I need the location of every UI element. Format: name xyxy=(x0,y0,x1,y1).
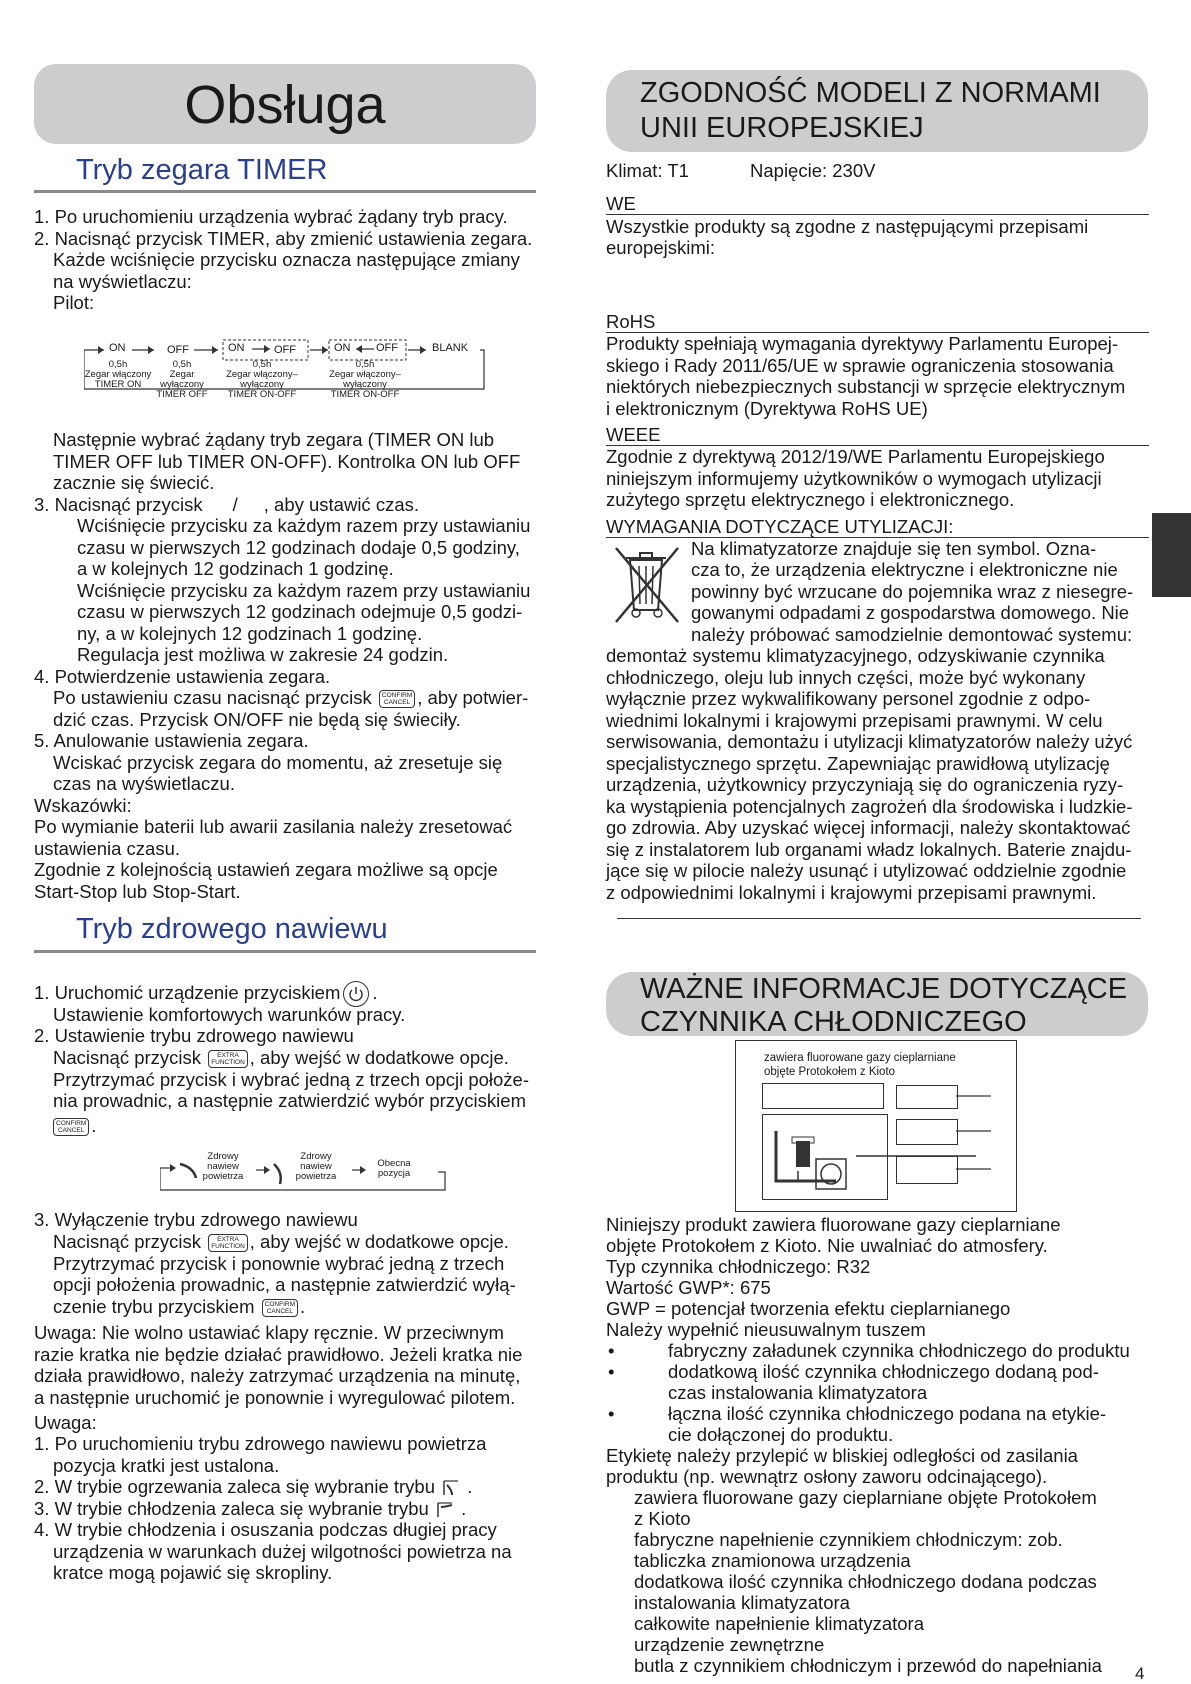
diagram-label-1 xyxy=(84,360,152,390)
health-step2-confirm xyxy=(53,1115,96,1137)
health-line: kratce mogą pojawić się skropliny. xyxy=(53,1562,333,1583)
eu-title xyxy=(640,76,1101,146)
health-line: 1. Po uruchomieniu trybu zdrowego nawiewu powietrza xyxy=(34,1433,487,1454)
step3-b: / xyxy=(232,494,238,515)
section-edge-tab xyxy=(1152,513,1191,597)
diagram-off-2: OFF xyxy=(274,344,296,356)
timer-line: ustawienia czasu. xyxy=(34,838,181,859)
diagram-label-2b: Zegar wyłączony xyxy=(160,369,204,390)
diagram-label-1b: Zegar włączony xyxy=(84,369,152,380)
timer-line: Każde wciśnięcie przycisku oznacza następujące zmiany xyxy=(53,249,520,270)
legend-item: urządzenie zewnętrzne xyxy=(634,1634,825,1655)
health-s2-b: , aby wejść w dodatkowe opcje. xyxy=(249,1047,509,1068)
disposal-text: urządzenia, użytkownicy przyczyniają się do ograniczenia ryzy- xyxy=(606,774,1124,795)
health-u2-b: . xyxy=(467,1476,473,1497)
disposal-text: jące się w pilocie należy usunąć i utylizować oddzielnie zgodnie xyxy=(606,860,1127,881)
timer-line: Zgodnie z kolejnością ustawień zegara możliwe są opcje xyxy=(34,859,498,880)
step4-b: , aby potwier- xyxy=(417,687,529,708)
diagram-off: OFF xyxy=(167,344,189,356)
bullet-icon: • xyxy=(608,1361,615,1382)
timer-title-rule xyxy=(34,190,536,193)
refrigerant-title-line-1: WAŻNE INFORMACJE DOTYCZĄCE xyxy=(640,973,1128,1005)
health-s3-f: . xyxy=(300,1296,306,1317)
ref-text: Niniejszy produkt zawiera fluorowane gazy cieplarniane xyxy=(606,1214,1061,1235)
bullet-icon: • xyxy=(608,1403,615,1424)
ref-text: produktu (np. wewnątrz osłony zaworu odcinającego). xyxy=(606,1466,1048,1487)
rohs-text: niektórych niebezpiecznych substancji w sprzęcie elektrycznym xyxy=(606,376,1126,397)
weee-text: niniejszym informujemy użytkowników o wymogach utylizacji xyxy=(606,468,1102,489)
health-line: 4. W trybie chłodzenia i osuszania podczas długiej pracy xyxy=(34,1519,497,1540)
disposal-side: powinny być wrzucane do pojemnika wraz z niesegre- xyxy=(691,581,1134,602)
bullet-text: czas instalowania klimatyzatora xyxy=(668,1382,928,1403)
weee-heading: WEEE xyxy=(606,424,661,445)
health-step3-confirm xyxy=(53,1296,305,1318)
legend-item: tabliczka znamionowa urządzenia xyxy=(634,1550,911,1571)
louver-horizontal-icon xyxy=(434,1501,456,1519)
napiecie: Napięcie: 230V xyxy=(750,160,876,181)
disposal-text: serwisowania, demontażu i utylizacji klimatyzatorów należy użyć xyxy=(606,731,1133,752)
diagram-on-3: ON xyxy=(334,342,351,354)
timer-line: 2. Nacisnąć przycisk TIMER, aby zmienić ustawienia zegara. xyxy=(34,228,533,249)
health-u3-b: . xyxy=(461,1498,467,1519)
health-note: Uwaga: Nie wolno ustawiać klapy ręcznie. W przeciwnym xyxy=(34,1322,504,1343)
diagram-label-4b: Zegar włączony–wyłączony xyxy=(329,369,401,390)
health-title-rule xyxy=(34,950,536,953)
disposal-text: się z instalatorem lub organami władz lokalnych. Baterie znajdu- xyxy=(606,839,1132,860)
timer-section-title: Tryb zegara TIMER xyxy=(76,154,328,186)
ref-text: Należy wypełnić nieusuwalnym tuszem xyxy=(606,1319,926,1340)
health-s2-e: . xyxy=(91,1115,97,1136)
louver-label-2: Zdrowy nawiew powietrza xyxy=(295,1151,337,1182)
refrigerant-title xyxy=(640,973,1127,1039)
diagram-label-1a: 0,5h xyxy=(108,359,128,370)
step3-a: 3. Nacisnąć przycisk xyxy=(34,494,203,515)
health-u3-a: 3. W trybie chłodzenia zaleca się wybranie trybu xyxy=(34,1498,429,1519)
disposal-side: gowanymi odpadami z gospodarstwa domowego. Nie xyxy=(691,602,1130,623)
timer-line: Pilot: xyxy=(53,292,95,313)
section-divider xyxy=(617,918,1141,919)
health-line: urządzenia w warunkach dużej wilgotności powietrza na xyxy=(53,1541,512,1562)
disposal-text: ka wystąpienia potencjalnych zagrożeń dla środowiska i ludzkie- xyxy=(606,796,1133,817)
diagram-label-3a: 0,5h xyxy=(252,359,272,370)
legend-item: z Kioto xyxy=(634,1508,691,1529)
health-line: nia prowadnic, a następnie zatwierdzić wybór przyciskiem xyxy=(53,1090,526,1111)
page-number: 4 xyxy=(1135,1664,1145,1683)
weee-text: zużytego sprzętu elektrycznego i elektronicznego. xyxy=(606,489,1015,510)
ref-text: Etykietę należy przylepić w bliskiej odległości od zasilania xyxy=(606,1445,1078,1466)
diagram-blank: BLANK xyxy=(432,342,469,354)
legend-item: dodatkowa ilość czynnika chłodniczego dodana podczas xyxy=(634,1571,1097,1592)
health-s3-e: czenie trybu przyciskiem xyxy=(53,1296,255,1317)
confirm-cancel-icon: CONFIRM CANCEL xyxy=(379,690,415,708)
health-line: Ustawienie komfortowych warunków pracy. xyxy=(53,1004,406,1025)
weee-text: Zgodnie z dyrektywą 2012/19/WE Parlamentu Europejskiego xyxy=(606,446,1105,467)
bullet-text: fabryczny załadunek czynnika chłodniczego do produktu xyxy=(668,1340,1130,1361)
health-step2-line xyxy=(53,1047,509,1069)
eu-title-line-1: ZGODNOŚĆ MODELI Z NORMAMI xyxy=(640,77,1101,109)
disposal-text: demontaż systemu klimatyzacyjnego, odzyskiwanie czynnika xyxy=(606,645,1105,666)
health-u3 xyxy=(34,1498,466,1520)
health-s3-b: , aby wejść w dodatkowe opcje. xyxy=(249,1231,509,1252)
timer-step3 xyxy=(34,494,419,516)
extra-function-icon: EXTRA FUNCTION xyxy=(208,1050,248,1068)
health-line: Przytrzymać przycisk i wybrać jedną z trzech opcji położe- xyxy=(53,1069,530,1090)
ref-text: objęte Protokołem z Kioto. Nie uwalniać do atmosfery. xyxy=(606,1235,1048,1256)
legend-item: instalowania klimatyzatora xyxy=(634,1592,850,1613)
disposal-text: z odpowiednimi lokalnymi i krajowymi przepisami prawnymi. xyxy=(606,882,1097,903)
louver-label-1: Zdrowy nawiew powietrza xyxy=(202,1151,244,1182)
main-title: Obsługa xyxy=(184,75,386,135)
health-line: Przytrzymać przycisk i ponownie wybrać jedną z trzech xyxy=(53,1253,505,1274)
timer-line: 5. Anulowanie ustawienia zegara. xyxy=(34,730,309,751)
diagram-on: ON xyxy=(109,342,126,354)
bullet-text: dodatkową ilość czynnika chłodniczego dodaną pod- xyxy=(668,1361,1099,1382)
health-u2 xyxy=(34,1476,472,1498)
timer-line: Start-Stop lub Stop-Start. xyxy=(34,881,241,902)
rohs-heading: RoHS xyxy=(606,311,656,332)
health-line: opcji położenia prowadnic, a następnie zatwierdzić wyłą- xyxy=(53,1274,516,1295)
refrigerant-title-line-2: CZYNNIKA CHŁODNICZEGO xyxy=(640,1006,1027,1038)
health-line: 2. Ustawienie trybu zdrowego nawiewu xyxy=(34,1025,354,1046)
diagram-on-off: ON xyxy=(228,342,245,354)
diagram-label-4c: TIMER ON-OFF xyxy=(330,389,400,400)
legend-item: butla z czynnikiem chłodniczym i przewód do napełniania xyxy=(634,1655,1102,1676)
timer-line: 1. Po uruchomieniu urządzenia wybrać żądany tryb pracy. xyxy=(34,206,508,227)
step3-c: , aby ustawić czas. xyxy=(263,494,420,515)
diagram-label-2 xyxy=(148,360,216,400)
disposal-text: wyłącznie przez wykwalifikowany personel zgodnie z odpo- xyxy=(606,688,1091,709)
rohs-text: i elektronicznym (Dyrektywa RoHS UE) xyxy=(606,398,928,419)
disposal-heading: WYMAGANIA DOTYCZĄCE UTYLIZACJI: xyxy=(606,516,954,537)
rohs-text: skiego i Rady 2011/65/UE w sprawie ograniczenia stosowania xyxy=(606,355,1114,376)
timer-line: Wskazówki: xyxy=(34,795,132,816)
diagram-label-3c: TIMER ON-OFF xyxy=(227,389,297,400)
health-line: pozycja kratki jest ustalona. xyxy=(53,1455,280,1476)
ref-text: Wartość GWP*: 675 xyxy=(606,1277,771,1298)
ref-text: Typ czynnika chłodniczego: R32 xyxy=(606,1256,871,1277)
disposal-text: wiednimi lokalnymi i krajowymi przepisami prawnymi. W celu xyxy=(606,710,1103,731)
label-text-2: objęte Protokołem z Kioto xyxy=(764,1066,896,1078)
health-s2-a: Nacisnąć przycisk xyxy=(53,1047,202,1068)
label-text-1: zawiera fluorowane gazy cieplarniane xyxy=(764,1052,956,1064)
health-note: razie kratka nie będzie działać prawidłowo. Jeżeli kratka nie xyxy=(34,1344,523,1365)
eu-title-line-2: UNII EUROPEJSKIEJ xyxy=(640,112,924,144)
diagram-off-3: OFF xyxy=(376,342,398,354)
we-heading: WE xyxy=(606,193,636,214)
louver-down-icon xyxy=(440,1479,462,1497)
disposal-text: chłodniczego, oleju lub innych części, może być wykonany xyxy=(606,667,1086,688)
timer-line: Po wymianie baterii lub awarii zasilania należy zresetować xyxy=(34,816,513,837)
timer-line: Regulacja jest możliwa w zakresie 24 godzin. xyxy=(77,644,449,665)
timer-line: Wciśnięcie przycisku za każdym razem przy ustawianiu xyxy=(77,580,531,601)
timer-line: Następnie wybrać żądany tryb zegara (TIMER ON lub xyxy=(53,429,495,450)
rohs-text: Produkty spełniają wymagania dyrektywy Parlamentu Europej- xyxy=(606,333,1119,354)
bullet-text: łączna ilość czynnika chłodniczego podana na etykie- xyxy=(668,1403,1107,1424)
disposal-side: Na klimatyzatorze znajduje się ten symbol. Ozna- xyxy=(691,538,1097,559)
timer-line: zacznie się świecić. xyxy=(53,472,215,493)
health-note: działa prawidłowo, należy zatrzymać urządzenia na minutę, xyxy=(34,1365,521,1386)
bullet-text: cie dołączonej do produktu. xyxy=(668,1424,894,1445)
legend-item: fabryczne napełnienie czynnikiem chłodniczym: zob. xyxy=(634,1529,1063,1550)
klimat: Klimat: T1 xyxy=(606,160,689,181)
timer-line: Wciśnięcie przycisku za każdym razem przy ustawianiu xyxy=(77,515,531,536)
step4-a: Po ustawieniu czasu nacisnąć przycisk xyxy=(53,687,372,708)
diagram-label-3 xyxy=(212,360,312,400)
louver-position-diagram xyxy=(160,1146,450,1194)
timer-line: TIMER OFF lub TIMER ON-OFF). Kontrolka ON lub OFF xyxy=(53,451,521,472)
confirm-cancel-icon: CONFIRM CANCEL xyxy=(53,1118,89,1136)
diagram-label-2c: TIMER OFF xyxy=(156,389,208,400)
health-uwaga: Uwaga: xyxy=(34,1412,97,1433)
health-u2-a: 2. W trybie ogrzewania zaleca się wybranie trybu xyxy=(34,1476,436,1497)
ref-text: GWP = potencjał tworzenia efektu cieplarnianego xyxy=(606,1298,1011,1319)
refrigerant-label-illustration xyxy=(735,1040,1017,1212)
disposal-text: go zdrowia. Aby uzyskać więcej informacji, należy skontaktować xyxy=(606,817,1131,838)
we-rule xyxy=(606,214,1149,215)
health-s3-a: Nacisnąć przycisk xyxy=(53,1231,202,1252)
crossed-bin-icon xyxy=(606,540,686,630)
diagram-label-1c: TIMER ON xyxy=(94,379,142,390)
health-s1-b: . xyxy=(372,981,378,1003)
disposal-side: cza to, że urządzenia elektryczne i elektroniczne nie xyxy=(691,559,1118,580)
diagram-label-4 xyxy=(314,360,416,400)
diagram-label-4a: 0,5h xyxy=(355,359,375,370)
health-line: 3. Wyłączenie trybu zdrowego nawiewu xyxy=(34,1209,358,1230)
bullet-icon: • xyxy=(608,1340,615,1361)
timer-step4-line xyxy=(53,687,528,709)
timer-line: a w kolejnych 12 godzinach 1 godzinę. xyxy=(77,558,394,579)
diagram-label-3b: Zegar włączony–wyłączony xyxy=(226,369,298,390)
timer-line: czasu w pierwszych 12 godzinach dodaje 0,5 godziny, xyxy=(77,537,520,558)
timer-line: na wyświetlaczu: xyxy=(53,271,192,292)
legend-item: całkowite napełnienie klimatyzatora xyxy=(634,1613,924,1634)
confirm-cancel-icon: CONFIRM CANCEL xyxy=(262,1299,298,1317)
health-s1-a: 1. Uruchomić urządzenie przyciskiem xyxy=(34,981,341,1003)
disposal-side: należy próbować samodzielnie demontować systemu: xyxy=(691,624,1133,645)
timer-sequence-diagram xyxy=(84,336,489,400)
disposal-text: specjalistycznego sprzętu. Zapewniając prawidłową utylizację xyxy=(606,753,1110,774)
louver-label-3: Obecna pozycja xyxy=(377,1158,411,1179)
timer-line: ny, a w kolejnych 12 godzinach 1 godzinę. xyxy=(77,623,423,644)
timer-line: czasu w pierwszych 12 godzinach odejmuje 0,5 godzi- xyxy=(77,601,523,622)
health-note: a następnie uruchomić je ponownie i wyregulować pilotem. xyxy=(34,1387,516,1408)
health-section-title: Tryb zdrowego nawiewu xyxy=(76,913,388,945)
timer-line: Wciskać przycisk zegara do momentu, aż zresetuje się xyxy=(53,752,503,773)
we-text: europejskimi: xyxy=(606,237,715,258)
timer-step4: 4. Potwierdzenie ustawienia zegara. xyxy=(34,666,331,687)
legend-item: zawiera fluorowane gazy cieplarniane objęte Protokołem xyxy=(634,1487,1097,1508)
timer-line: dzić czas. Przycisk ON/OFF nie będą się świeciły. xyxy=(53,709,461,730)
diagram-label-2a: 0,5h xyxy=(172,359,192,370)
timer-line: czas na wyświetlaczu. xyxy=(53,773,235,794)
extra-function-icon: EXTRA FUNCTION xyxy=(208,1234,248,1252)
we-text: Wszystkie produkty są zgodne z następującymi przepisami xyxy=(606,216,1089,237)
health-step3-line xyxy=(53,1231,509,1253)
